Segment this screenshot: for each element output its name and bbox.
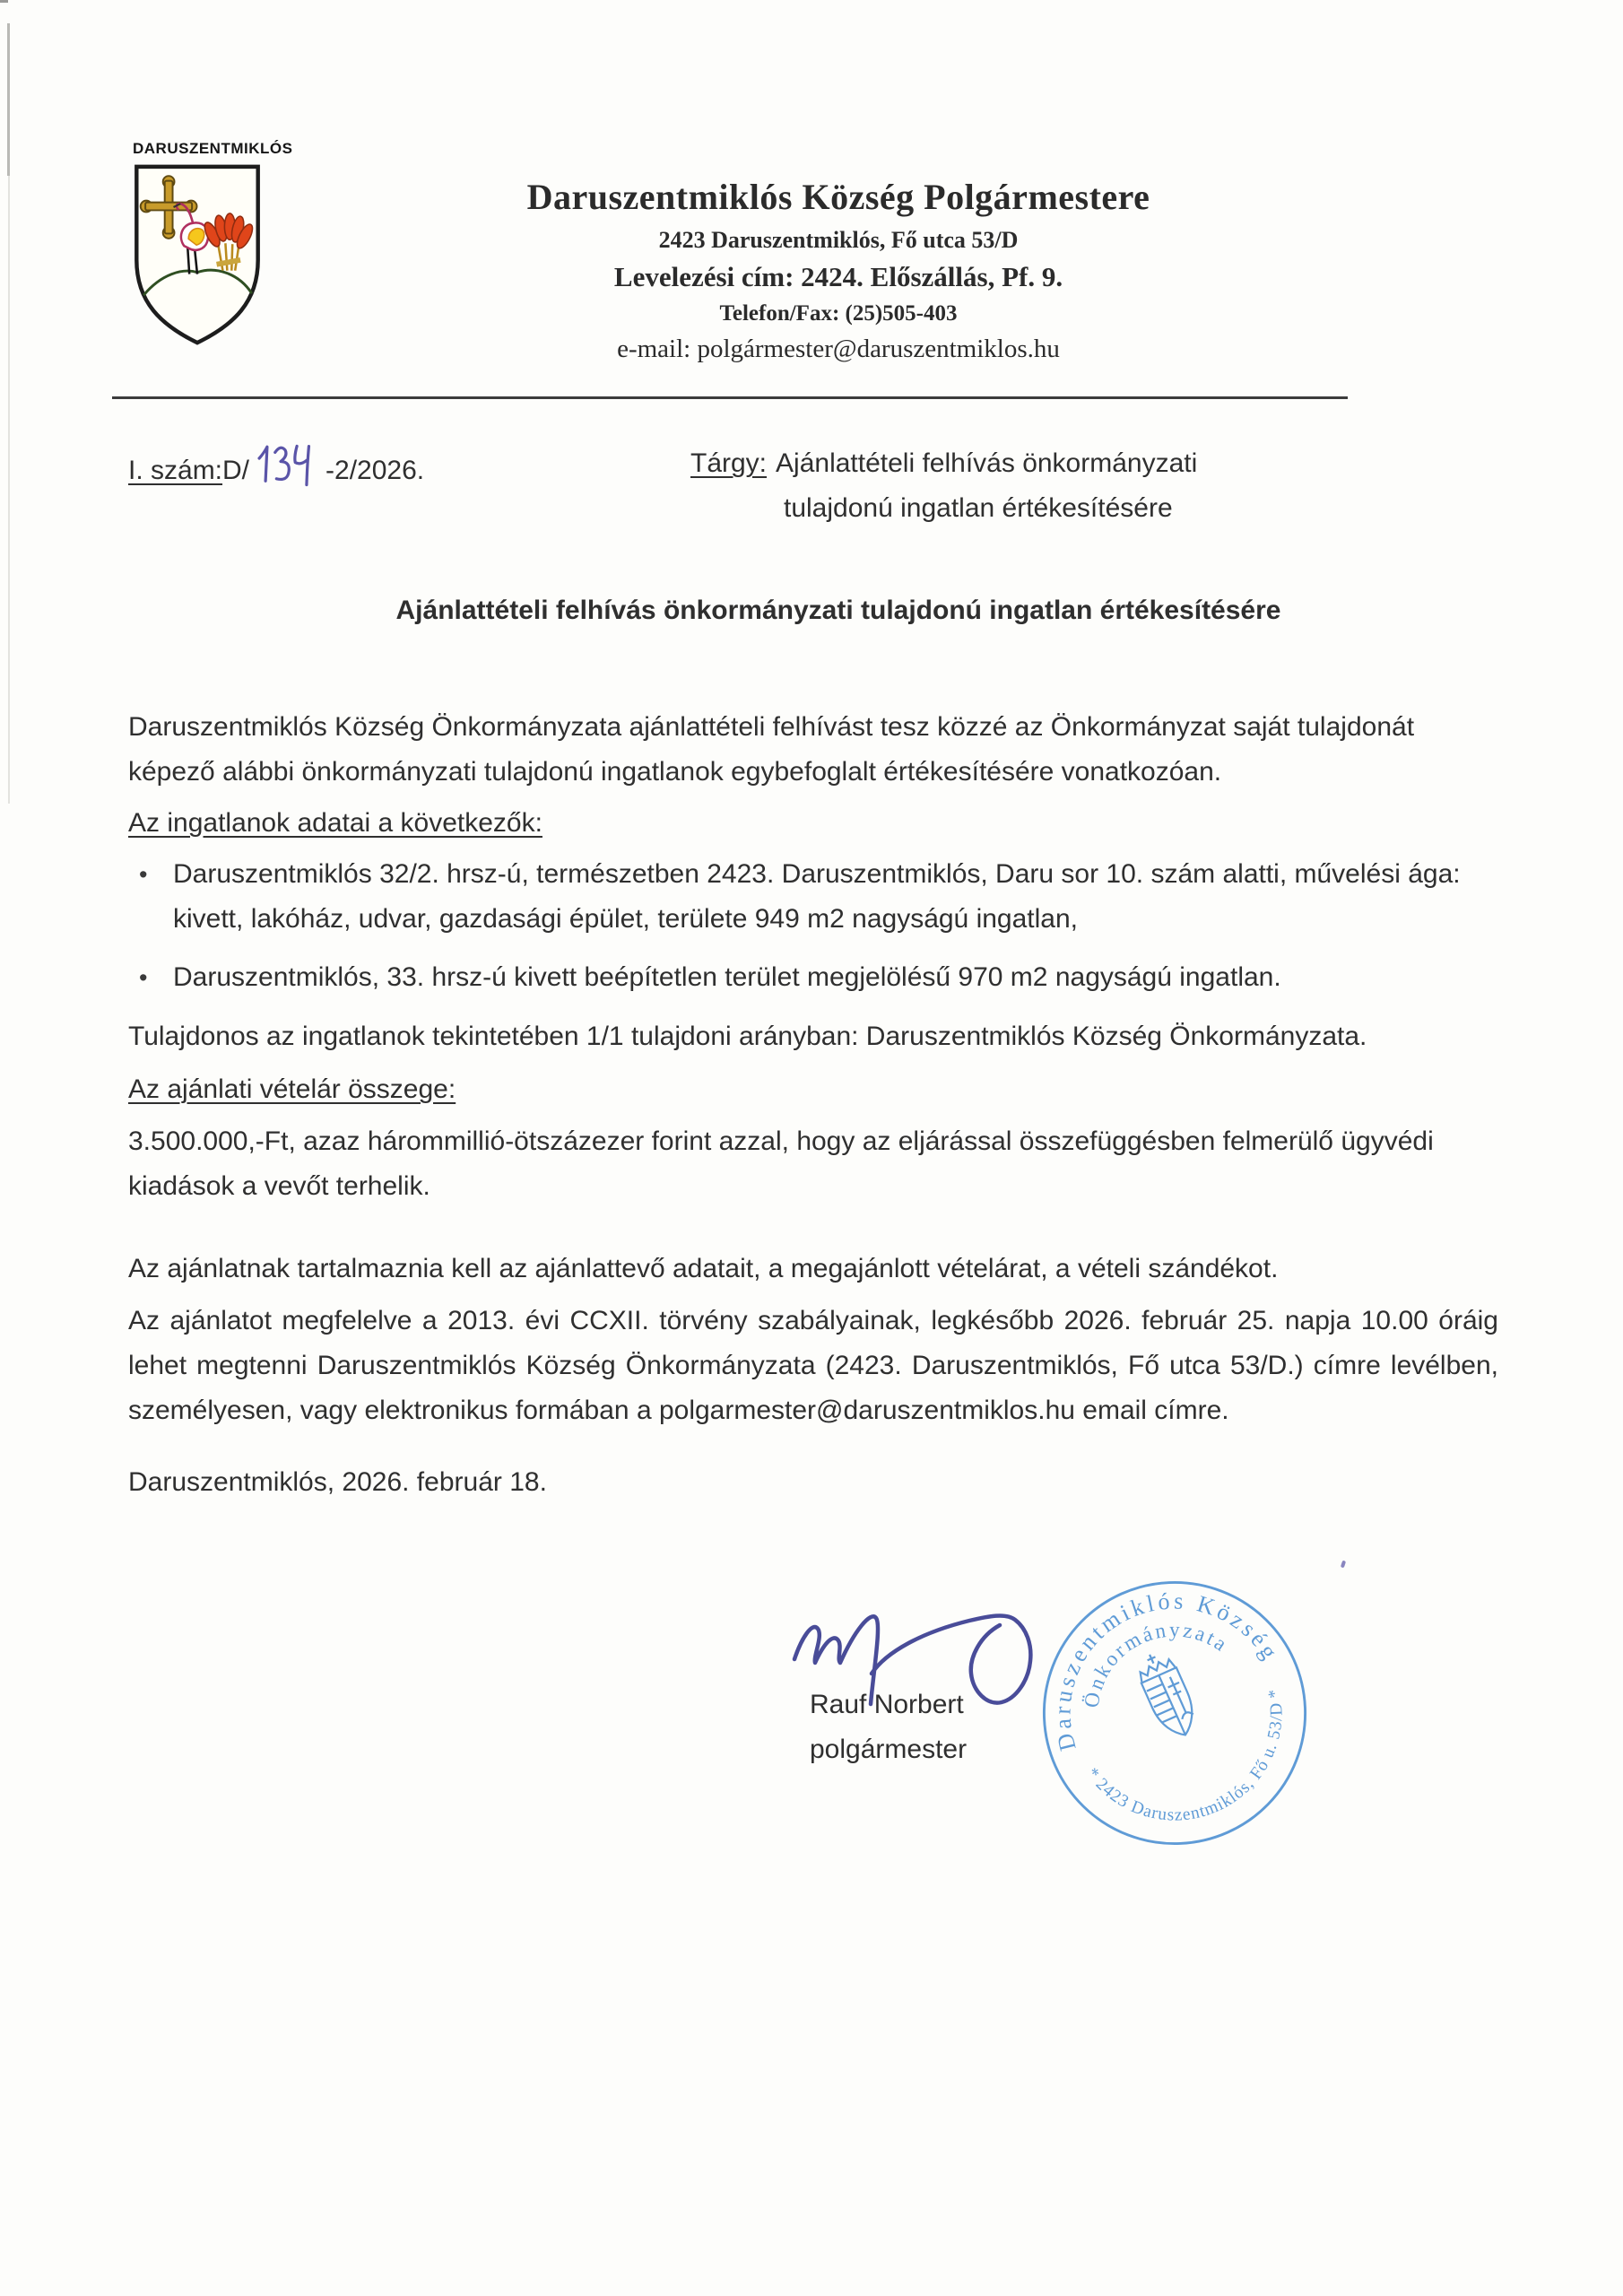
reference-suffix: -2/2026. [325,456,425,485]
stamp-ring-top-text: Daruszentmiklós Község [1049,1587,1285,1754]
subject-block [690,441,1197,531]
list-item: • Daruszentmiklós 32/2. hrsz-ú, természetben 2423. Daruszentmiklós, Daru sor 10. szám alatti, művelési ága: kivett, lakóház, udvar, gazdasági épület, területe 949 m2 nagyságú ingatlan, [128,852,1498,942]
header-divider [112,396,1348,399]
stamp-ring-inner-text: Önkormányzata [1080,1618,1233,1710]
subject-line2: tulajdonú ingatlan értékesítésére [784,493,1173,523]
letterhead [54,176,1623,364]
scan-edge-line [7,23,10,176]
reference-number [128,441,424,490]
subject-label: Tárgy: [690,448,768,478]
price-heading: Az ajánlati vételár összege: [128,1074,456,1104]
scan-edge-line-faint [8,176,10,804]
stamp-ring-bottom-text: * 2423 Daruszentmiklós, Fő u. 53/D * [1082,1686,1287,1825]
signature-block [810,1683,967,1772]
scan-speck [0,0,8,3]
subject-line1: Ajánlattételi felhívás önkormányzati [776,448,1198,478]
email-line: e-mail: polgármester@daruszentmiklos.hu [617,335,1060,363]
list-item: • Daruszentmiklós, 33. hrsz-ú kivett beépítetlen terület megjelölésű 970 m2 nagyságú ingatlan. [128,955,1498,1000]
document-title: Ajánlattételi felhívás önkormányzati tulajdonú ingatlan értékesítésére [395,596,1281,625]
stamp-coat-of-arms-icon [1133,1647,1203,1743]
letter-body [128,705,1498,1505]
reference-label: I. szám: [128,456,223,485]
reference-prefix: D/ [222,456,250,485]
phone-fax: Telefon/Fax: (25)505-403 [719,301,958,326]
office-title: Daruszentmiklós Község Polgármestere [526,177,1150,217]
signer-name: Rauf Norbert [810,1690,964,1719]
ink-speck [1341,1561,1346,1569]
signer-role: polgármester [810,1735,968,1764]
ownership-paragraph: Tulajdonos az ingatlanok tekintetében 1/1 tulajdoni arányban: Daruszentmiklós Község Önkormányzata. [128,1022,1367,1051]
date-line: Daruszentmiklós, 2026. február 18. [128,1467,547,1497]
handwritten-number [251,439,320,491]
intro-paragraph: Daruszentmiklós Község Önkormányzata ajánlattételi felhívást tesz közzé az Önkormányzat saját tulajdonát képező alábbi önkormányzati tulajdonú ingatlanok egybefoglalt értékesítésére vonatkozóan. [128,712,1415,787]
property-list [128,852,1498,1000]
price-paragraph: 3.500.000,-Ft, azaz hárommillió-ötszázezer forint azzal, hogy az eljárással összefüggésben felmerülő ügyvédi kiadások a vevőt terhelik. [128,1126,1434,1201]
properties-heading: Az ingatlanok adatai a következők: [128,808,542,838]
mailing-address: Levelezési cím: 2424. Előszállás, Pf. 9. [613,261,1063,292]
office-address: 2423 Daruszentmiklós, Fő utca 53/D [658,227,1019,253]
offer-content-paragraph: Az ajánlatnak tartalmaznia kell az ajánlattevő adatait, a megajánlott vételárat, a vételi szándékot. [128,1254,1279,1283]
logo-label: DARUSZENTMIKLÓS [133,140,293,157]
deadline-paragraph: Az ajánlatot megfelelve a 2013. évi CCXII. törvény szabályainak, legkésőbb 2026. február 25. napja 10.00 óráig lehet megtenni Daruszentmiklós Község Önkormányzata (2423. Daruszentmiklós, Fő utca 53/D.) címre levélben, személyesen, vagy elektronikus formában a polgarmester@daruszentmiklos.hu email címre. [128,1306,1498,1425]
svg-text:* 2423 Daruszentmiklós, Fő u. [1081,1683,1321,1860]
